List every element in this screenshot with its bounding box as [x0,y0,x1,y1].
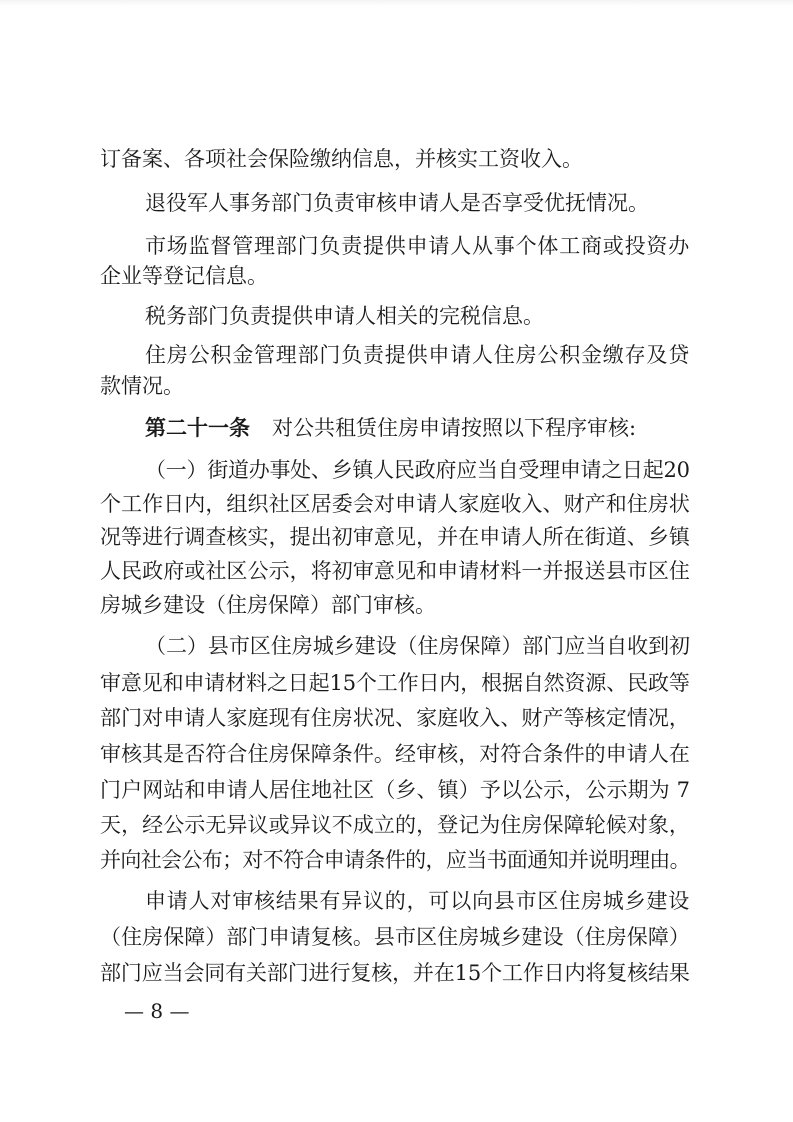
body-text-line: 部门应当会同有关部门进行复核，并在15个工作日内将复核结果 [100,961,690,985]
body-text-line: 市场监督管理部门负责提供申请人从事个体工商或投资办 [145,234,690,258]
body-text-line: 并向社会公布；对不符合申请条件的，应当书面通知并说明理由。 [100,848,690,872]
body-text-line: 订备案、各项社会保险缴纳信息，并核实工资收入。 [100,147,583,171]
body-text-line: 门户网站和申请人居住地社区（乡、镇）予以公示，公示期为 7 [100,778,691,802]
page-number: — 8 — [124,999,190,1023]
body-text-line: （住房保障）部门申请复核。县市区住房城乡建设（住房保障） [100,925,690,949]
body-text-line: 退役军人事务部门负责审核申请人是否享受优抚情况。 [145,191,649,215]
body-text-line: （一）街道办事处、乡镇人民政府应当自受理申请之日起20 [145,458,690,482]
body-text-line: 税务部门负责提供申请人相关的完税信息。 [145,304,544,328]
body-text-line: 款情况。 [100,374,184,398]
body-text-line: 审意见和申请材料之日起15个工作日内，根据自然资源、民政等 [100,671,690,695]
body-text-line: 个工作日内，组织社区居委会对申请人家庭收入、财产和住房状 [100,492,690,516]
body-text-line: 申请人对审核结果有异议的，可以向县市区住房城乡建设 [145,889,690,913]
body-text-line: 企业等登记信息。 [100,264,268,288]
body-text-line: 部门对申请人家庭现有住房状况、家庭收入、财产等核定情况， [100,706,690,730]
scan-edge [0,0,793,6]
article-heading: 第二十一条 [145,415,250,440]
article-line [145,413,636,443]
body-text-line: 住房公积金管理部门负责提供申请人住房公积金缴存及贷 [145,343,690,367]
body-text-line: 天，经公示无异议或异议不成立的，登记为住房保障轮候对象， [100,813,690,837]
article-text: 对公共租赁住房申请按照以下程序审核: [272,416,637,440]
body-text-line: 房城乡建设（住房保障）部门审核。 [100,593,436,617]
body-text-line: 况等进行调查核实，提出初审意见，并在申请人所在街道、乡镇 [100,525,690,549]
body-text-line: （二）县市区住房城乡建设（住房保障）部门应当自收到初 [145,634,690,658]
body-text-line: 审核其是否符合住房保障条件。经审核，对符合条件的申请人在 [100,742,690,766]
body-text-line: 人民政府或社区公示，将初审意见和申请材料一并报送县市区住 [100,559,690,583]
